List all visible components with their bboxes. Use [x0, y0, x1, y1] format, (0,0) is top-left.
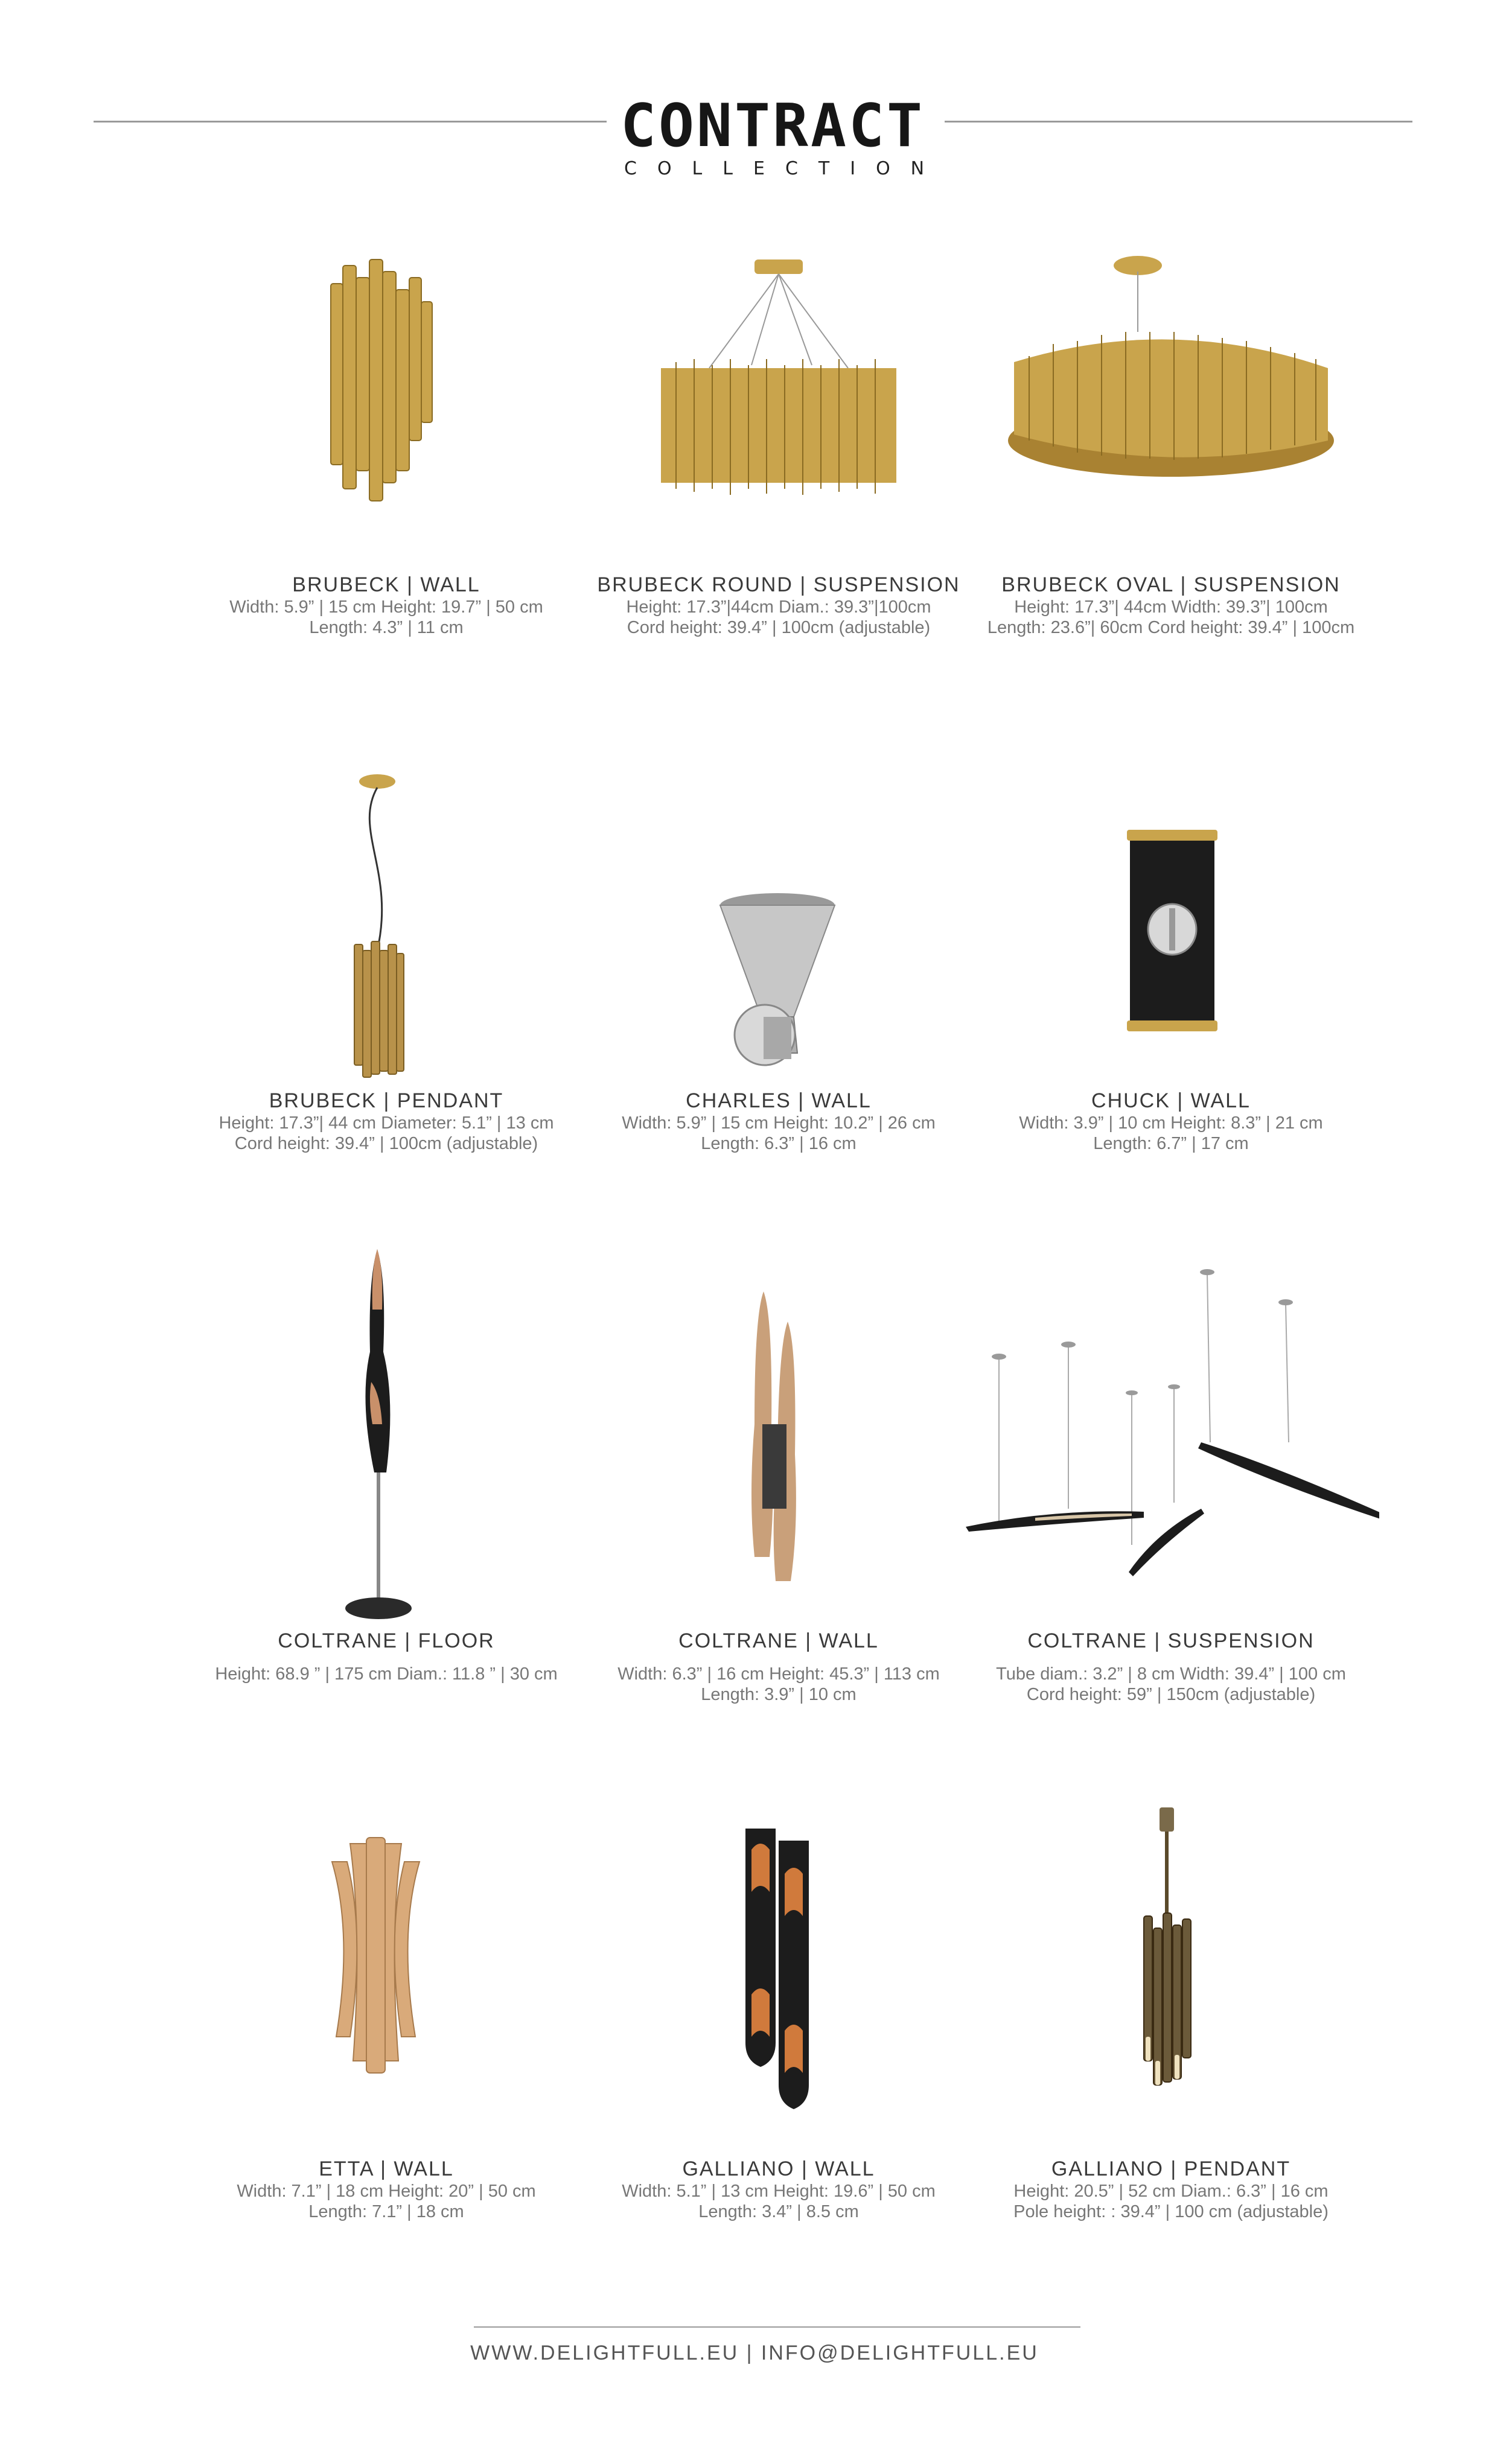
product-name: COLTRANE | WALL	[678, 1629, 879, 1652]
product-coltrane-wall[interactable]	[570, 1243, 987, 1705]
product-spec-line2: Length: 3.9” | 10 cm	[701, 1685, 857, 1704]
footer-rule	[474, 2326, 1080, 2328]
footer-contact: WWW.DELIGHTFULL.EU | INFO@DELIGHTFULL.EU	[470, 2341, 1039, 2364]
product-name: BRUBECK OVAL | SUSPENSION	[1001, 573, 1341, 596]
product-image	[178, 1783, 595, 2157]
product-brubeck-wall[interactable]	[178, 235, 595, 638]
product-image	[570, 751, 987, 1089]
product-etta-wall[interactable]	[178, 1783, 595, 2222]
product-spec-line2: Length: 6.3” | 16 cm	[701, 1134, 857, 1153]
product-image	[963, 751, 1379, 1089]
product-name: CHARLES | WALL	[686, 1089, 872, 1112]
product-image	[963, 235, 1379, 573]
product-galliano-wall[interactable]	[570, 1783, 987, 2222]
product-name: ETTA | WALL	[319, 2157, 454, 2180]
product-spec-line1: Width: 6.3” | 16 cm Height: 45.3” | 113 cm	[617, 1664, 940, 1684]
product-spec-line1: Width: 5.9” | 15 cm Height: 10.2” | 26 cm	[622, 1113, 936, 1133]
product-image	[963, 1783, 1379, 2157]
product-spec-line2: Length: 6.7” | 17 cm	[1093, 1134, 1249, 1153]
brand-subtitle: COLLECTION	[624, 158, 945, 179]
brand-title: CONTRACT	[620, 92, 925, 161]
product-image	[963, 1243, 1379, 1629]
product-spec-line2: Length: 3.4” | 8.5 cm	[698, 2202, 859, 2221]
product-name: GALLIANO | WALL	[682, 2157, 875, 2180]
product-name: CHUCK | WALL	[1091, 1089, 1251, 1112]
header-rule-left	[94, 121, 607, 123]
product-spec-line1: Height: 17.3”| 44 cm Diameter: 5.1” | 13 cm	[219, 1113, 554, 1133]
product-galliano-pendant[interactable]	[963, 1783, 1379, 2222]
product-image	[178, 1243, 595, 1629]
product-name: BRUBECK | PENDANT	[269, 1089, 504, 1112]
product-spec-line1: Height: 17.3”|44cm Diam.: 39.3”|100cm	[626, 597, 931, 617]
product-spec-line1: Height: 68.9 ” | 175 cm Diam.: 11.8 ” | 30 cm	[215, 1664, 558, 1684]
product-charles-wall[interactable]	[570, 751, 987, 1154]
brand-logo	[604, 92, 945, 179]
product-spec-line1: Height: 17.3”| 44cm Width: 39.3”| 100cm	[1014, 597, 1328, 617]
product-brubeck-round-suspension[interactable]	[570, 235, 987, 638]
product-spec-line1: Width: 5.9” | 15 cm Height: 19.7” | 50 cm	[229, 597, 543, 617]
product-spec-line1: Width: 7.1” | 18 cm Height: 20” | 50 cm	[237, 2182, 536, 2201]
product-spec-line2: Length: 4.3” | 11 cm	[309, 618, 464, 637]
product-coltrane-floor[interactable]	[178, 1243, 595, 1684]
product-spec-line2: Length: 7.1” | 18 cm	[308, 2202, 464, 2221]
product-chuck-wall[interactable]	[963, 751, 1379, 1154]
product-brubeck-pendant[interactable]	[178, 751, 595, 1154]
product-name: BRUBECK ROUND | SUSPENSION	[597, 573, 960, 596]
product-coltrane-suspension[interactable]	[963, 1243, 1379, 1705]
header-rule-right	[945, 121, 1412, 123]
product-image	[570, 1783, 987, 2157]
product-brubeck-oval-suspension[interactable]	[963, 235, 1379, 638]
product-spec-line1: Tube diam.: 3.2” | 8 cm Width: 39.4” | 100 cm	[996, 1664, 1346, 1684]
product-name: COLTRANE | FLOOR	[278, 1629, 495, 1652]
product-name: GALLIANO | PENDANT	[1051, 2157, 1291, 2180]
product-name: COLTRANE | SUSPENSION	[1027, 1629, 1315, 1652]
product-spec-line1: Width: 5.1” | 13 cm Height: 19.6” | 50 cm	[622, 2182, 936, 2201]
product-spec-line2: Cord height: 39.4” | 100cm (adjustable)	[627, 618, 931, 637]
product-image	[178, 751, 595, 1089]
product-image	[570, 1243, 987, 1629]
product-spec-line2: Cord height: 59” | 150cm (adjustable)	[1026, 1685, 1316, 1704]
product-spec-line2: Length: 23.6”| 60cm Cord height: 39.4” | 100cm	[987, 618, 1355, 637]
product-image	[178, 235, 595, 573]
product-name: BRUBECK | WALL	[292, 573, 480, 596]
product-spec-line1: Height: 20.5” | 52 cm Diam.: 6.3” | 16 cm	[1013, 2182, 1329, 2201]
product-spec-line2: Pole height: : 39.4” | 100 cm (adjustable)	[1013, 2202, 1329, 2221]
product-spec-line1: Width: 3.9” | 10 cm Height: 8.3” | 21 cm	[1019, 1113, 1323, 1133]
product-image	[570, 235, 987, 573]
product-spec-line2: Cord height: 39.4” | 100cm (adjustable)	[234, 1134, 538, 1153]
